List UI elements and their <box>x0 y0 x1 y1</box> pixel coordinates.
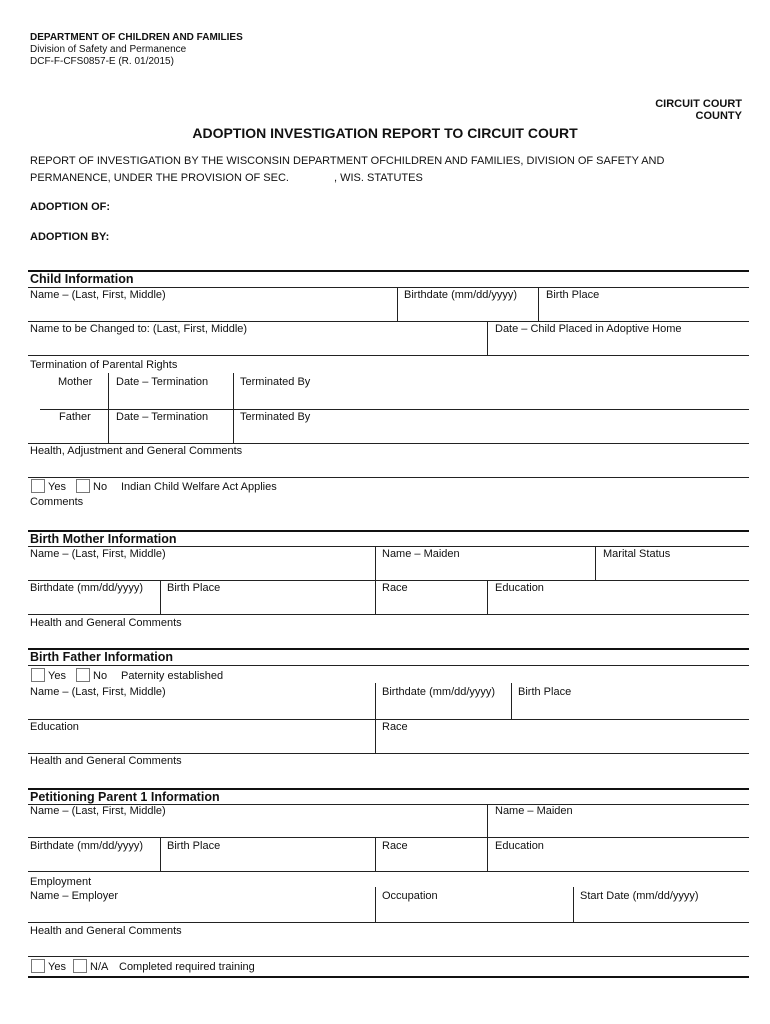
circuit-court-label: CIRCUIT COURT <box>655 98 742 110</box>
father-health-field[interactable]: Health and General Comments <box>30 755 182 767</box>
page-bottom-rule <box>28 976 749 978</box>
father-education-field[interactable]: Education <box>30 721 79 733</box>
child-health-comments-field[interactable]: Health, Adjustment and General Comments <box>30 445 243 457</box>
child-title-underline <box>28 287 749 288</box>
paternity-label: Paternity established <box>121 670 224 682</box>
parent1-start-date-field[interactable]: Start Date (mm/dd/yyyy) <box>580 890 699 902</box>
parent1-employment-label: Employment <box>30 876 92 888</box>
father-birthdate-field[interactable]: Birthdate (mm/dd/yyyy) <box>382 686 496 698</box>
page-title: ADOPTION INVESTIGATION REPORT TO CIRCUIT COURT <box>192 125 578 141</box>
child-birthdate-field[interactable]: Birthdate (mm/dd/yyyy) <box>404 289 518 301</box>
mother-health-field[interactable]: Health and General Comments <box>30 617 182 629</box>
parent1-birthdate-field[interactable]: Birthdate (mm/dd/yyyy) <box>30 840 144 852</box>
mother-marital-field[interactable]: Marital Status <box>603 548 671 560</box>
mother-maiden-field[interactable]: Name – Maiden <box>382 548 460 560</box>
department-name: DEPARTMENT OF CHILDREN AND FAMILIES <box>30 32 243 43</box>
mother-birthdate-field[interactable]: Birthdate (mm/dd/yyyy) <box>30 582 144 594</box>
icwa-yes-checkbox[interactable] <box>31 479 45 493</box>
icwa-no-label: No <box>93 481 108 493</box>
father-birth-place-field[interactable]: Birth Place <box>518 686 572 698</box>
mother-name-field[interactable]: Name – (Last, First, Middle) <box>30 548 166 560</box>
training-na-checkbox[interactable] <box>73 959 87 973</box>
father-section-title: Birth Father Information <box>30 650 174 664</box>
icwa-no-checkbox[interactable] <box>76 479 90 493</box>
child-name-changed-field[interactable]: Name to be Changed to: (Last, First, Middle) <box>30 323 248 335</box>
child-comments-field[interactable]: Comments <box>30 496 84 508</box>
paternity-no-label: No <box>93 670 108 682</box>
intro-line-2b: , WIS. STATUTES <box>334 172 423 184</box>
parent1-education-field[interactable]: Education <box>495 840 544 852</box>
intro-line-1: REPORT OF INVESTIGATION BY THE WISCONSIN DEPARTMENT OFCHILDREN AND FAMILIES, DIVISION OF SAFETY AND <box>30 155 665 167</box>
adoption-of-label: ADOPTION OF: <box>30 201 111 213</box>
icwa-yes-label: Yes <box>48 481 66 493</box>
county-label: COUNTY <box>695 110 742 122</box>
father-race-field[interactable]: Race <box>382 721 408 733</box>
parent1-name-field[interactable]: Name – (Last, First, Middle) <box>30 805 166 817</box>
parent1-birth-place-field[interactable]: Birth Place <box>167 840 221 852</box>
mother-section-title: Birth Mother Information <box>30 532 177 546</box>
division-name: Division of Safety and Permanence <box>30 44 187 55</box>
father-name-field[interactable]: Name – (Last, First, Middle) <box>30 686 166 698</box>
parent1-race-field[interactable]: Race <box>382 840 408 852</box>
training-na-label: N/A <box>90 961 109 973</box>
tpr-label: Termination of Parental Rights <box>30 359 178 371</box>
tpr-father-date-field[interactable]: Date – Termination <box>116 411 209 423</box>
intro-line-2a: PERMANENCE, UNDER THE PROVISION OF SEC. <box>30 172 289 184</box>
training-yes-checkbox[interactable] <box>31 959 45 973</box>
training-label: Completed required training <box>119 961 255 973</box>
adoption-by-label: ADOPTION BY: <box>30 231 110 243</box>
parent1-section-title: Petitioning Parent 1 Information <box>30 790 220 804</box>
parent1-maiden-field[interactable]: Name – Maiden <box>495 805 573 817</box>
paternity-yes-label: Yes <box>48 670 66 682</box>
mother-birth-place-field[interactable]: Birth Place <box>167 582 221 594</box>
paternity-yes-checkbox[interactable] <box>31 668 45 682</box>
paternity-no-checkbox[interactable] <box>76 668 90 682</box>
tpr-mother-label: Mother <box>58 376 93 388</box>
parent1-occupation-field[interactable]: Occupation <box>382 890 438 902</box>
child-section-rule <box>28 270 749 272</box>
child-date-placed-field[interactable]: Date – Child Placed in Adoptive Home <box>495 323 682 335</box>
child-name-field[interactable]: Name – (Last, First, Middle) <box>30 289 166 301</box>
icwa-label: Indian Child Welfare Act Applies <box>121 481 277 493</box>
child-section-title: Child Information <box>30 272 134 286</box>
training-yes-label: Yes <box>48 961 66 973</box>
parent1-employer-field[interactable]: Name – Employer <box>30 890 119 902</box>
tpr-mother-date-field[interactable]: Date – Termination <box>116 376 209 388</box>
parent1-health-field[interactable]: Health and General Comments <box>30 925 182 937</box>
form-id: DCF-F-CFS0857-E (R. 01/2015) <box>30 56 174 67</box>
tpr-mother-terminated-by-field[interactable]: Terminated By <box>240 376 311 388</box>
tpr-father-label: Father <box>59 411 91 423</box>
mother-education-field[interactable]: Education <box>495 582 544 594</box>
tpr-father-terminated-by-field[interactable]: Terminated By <box>240 411 311 423</box>
mother-race-field[interactable]: Race <box>382 582 408 594</box>
child-birth-place-field[interactable]: Birth Place <box>546 289 600 301</box>
